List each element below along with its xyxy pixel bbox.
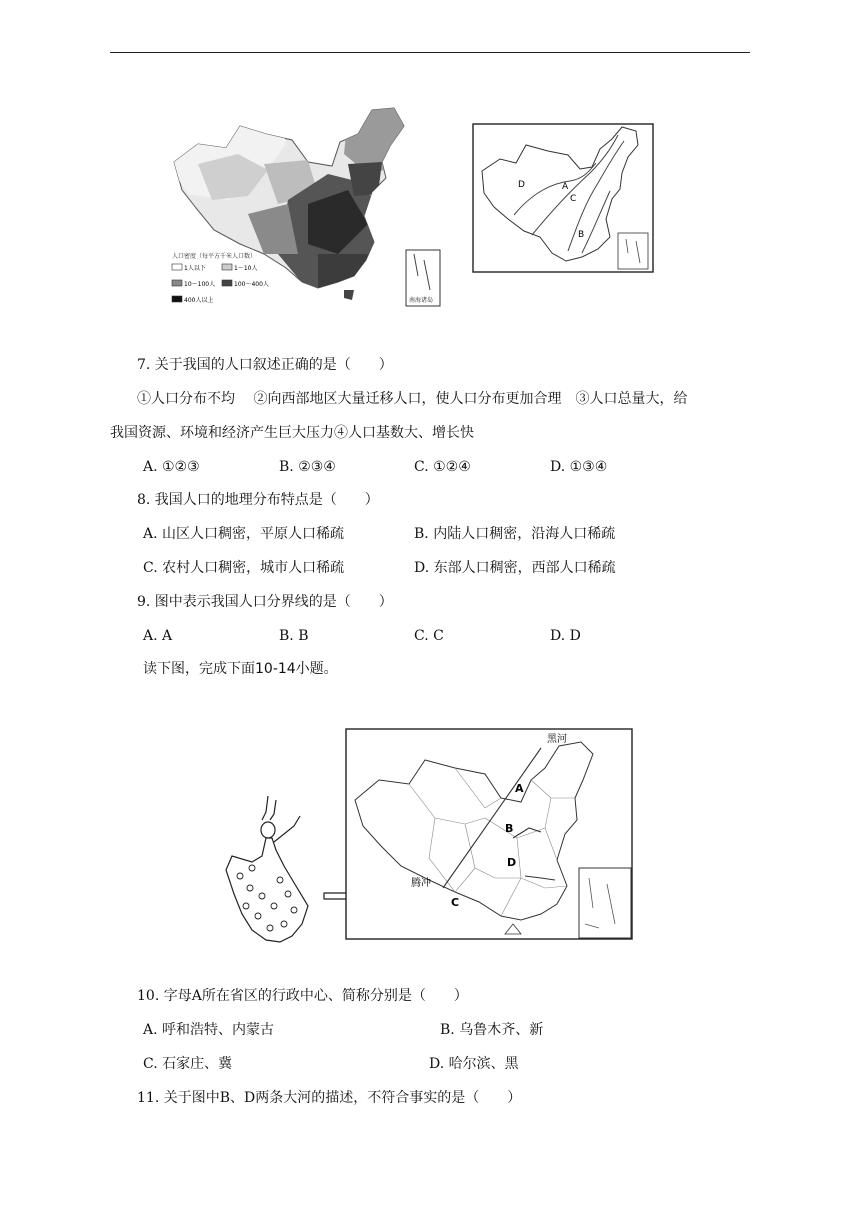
line-label-b: B: [578, 230, 585, 240]
q8-option-a[interactable]: A. 山区人口稠密，平原人口稀疏: [143, 526, 345, 542]
tengchong-label: 腾冲: [411, 878, 431, 889]
legend-label-5: 400人以上: [184, 297, 214, 304]
q8-option-d[interactable]: D. 东部人口稠密，西部人口稀疏: [414, 560, 616, 576]
q9-option-a[interactable]: A. A: [143, 628, 173, 644]
peacock-dancer-illustration: [222, 796, 314, 944]
q8-option-b[interactable]: B. 内陆人口稠密，沿海人口稀疏: [414, 526, 616, 542]
legend-label-4: 100～400人: [234, 281, 269, 288]
q10-stem: 10. 字母A所在省区的行政中心、简称分别是（ ）: [137, 988, 468, 1004]
q7-option-b[interactable]: B. ②③④: [279, 459, 336, 475]
line-label-a: A: [562, 182, 569, 192]
china-provinces-map: [345, 728, 633, 940]
q9-option-d[interactable]: D. D: [550, 628, 581, 644]
south-sea-label: 南海诸岛: [409, 297, 434, 304]
q7-body-line1: ①人口分布不均 ②向西部地区大量迁移人口，使人口分布更加合理 ③人口总量大，给: [137, 391, 688, 407]
q7-stem: 7. 关于我国的人口叙述正确的是（ ）: [137, 357, 393, 373]
q9-option-b[interactable]: B. B: [279, 628, 309, 644]
q7-option-a[interactable]: A. ①②③: [143, 459, 200, 475]
q7-option-d[interactable]: D. ①③④: [550, 459, 608, 475]
q8-option-c[interactable]: C. 农村人口稠密，城市人口稀疏: [143, 560, 345, 576]
q10-option-d[interactable]: D. 哈尔滨、黑: [429, 1056, 519, 1072]
heihe-label: 黑河: [547, 734, 567, 745]
map-label-d: D: [507, 856, 517, 869]
q7-option-c[interactable]: C. ①②④: [414, 459, 471, 475]
legend-swatch-3: [172, 280, 182, 286]
map-label-c: C: [451, 896, 460, 909]
q10-option-a[interactable]: A. 呼和浩特、内蒙古: [143, 1022, 275, 1038]
map-label-a: A: [515, 782, 524, 795]
line-label-d: D: [518, 180, 525, 190]
reading-intro: 读下图，完成下面10-14小题。: [143, 661, 338, 677]
boundary-lines-map: [472, 123, 654, 273]
header-rule: [110, 52, 750, 53]
legend-swatch-4: [222, 280, 232, 286]
q8-stem: 8. 我国人口的地理分布特点是（ ）: [137, 492, 379, 508]
q9-stem: 9. 图中表示我国人口分界线的是（ ）: [137, 594, 393, 610]
q10-option-c[interactable]: C. 石家庄、冀: [143, 1056, 233, 1072]
legend-title: 人口密度（每平方千米人口数）: [172, 253, 257, 260]
population-density-map: [168, 104, 448, 310]
q7-body-line2: 我国资源、环境和经济产生巨大压力④人口基数大、增长快: [110, 425, 474, 441]
map-label-b: B: [505, 822, 514, 835]
q10-option-b[interactable]: B. 乌鲁木齐、新: [440, 1022, 544, 1038]
legend-label-1: 1人以下: [184, 265, 206, 272]
legend-swatch-5: [172, 296, 182, 302]
legend-swatch-1: [172, 264, 182, 270]
legend-label-3: 10～100人: [184, 281, 216, 288]
q9-option-c[interactable]: C. C: [414, 628, 444, 644]
q11-stem: 11. 关于图中B、D两条大河的描述，不符合事实的是（ ）: [137, 1090, 522, 1106]
line-label-c: C: [570, 194, 577, 204]
legend-swatch-2: [222, 264, 232, 270]
legend-label-2: 1～10人: [234, 265, 258, 272]
